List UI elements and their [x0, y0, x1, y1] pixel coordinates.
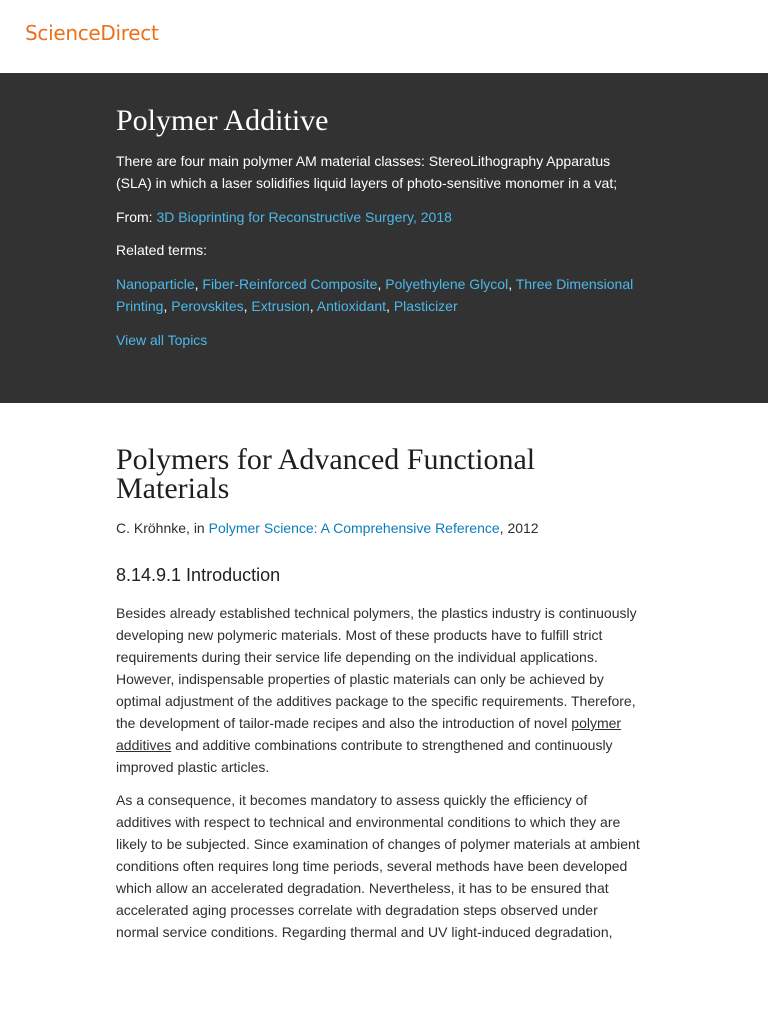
topic-summary-panel	[0, 73, 768, 403]
article-source-link[interactable]: Polymer Science: A Comprehensive Reference	[208, 520, 500, 536]
article-year: , 2012	[499, 520, 539, 536]
article-section	[0, 403, 642, 943]
article-byline: C. Kröhnke, in Polymer Science: A Comprehensive Reference, 2012	[116, 520, 539, 536]
from-label: From:	[116, 209, 153, 225]
sciencedirect-logo[interactable]: ScienceDirect	[25, 21, 159, 45]
related-term-link[interactable]: Extrusion	[251, 298, 310, 314]
related-term-link[interactable]: Antioxidant	[316, 298, 387, 314]
related-terms-list: Nanoparticle, Fiber-Reinforced Composite, Polyethylene Glycol, Three Dimensional Printing, Perovskites, Extrusion, Antioxidant, Plasticizer	[116, 276, 634, 314]
article-paragraph: Besides already established technical polymers, the plastics industry is continuously developing new polymeric materials. Most of these products have to fulfill strict requirements during their service life depending on the individual applications. However, indispensable properties of plastic materials can only be achieved by optimal adjustment of the additives package to the specific requirements. Therefore, the development of tailor-made recipes and also the introduction of novel polymer additives and additive combinations contribute to strengthened and continuously improved plastic articles.	[116, 605, 637, 775]
related-term-link[interactable]: Fiber-Reinforced Composite	[202, 276, 378, 292]
article-author: C. Kröhnke	[116, 520, 187, 536]
article-paragraph: As a consequence, it becomes mandatory to assess quickly the efficiency of additives with respect to technical and environmental conditions to which they are likely to be subjected. Since examination of changes of polymer materials at ambient conditions often requires long time periods, several methods have been developed which allow an accelerated degradation. Nevertheless, it has to be ensured that accelerated aging processes correlate with degradation steps observed under normal service conditions. Regarding thermal and UV light-induced degradation,	[116, 792, 640, 940]
top-bar	[0, 0, 768, 73]
topic-source	[116, 206, 768, 228]
topic-description: There are four main polymer AM material classes: StereoLithography Apparatus (SLA) in which a laser solidifies liquid layers of photo-sensitive monomer in a vat;	[116, 153, 618, 191]
related-term-link[interactable]: Three Dimensional Printing	[116, 276, 634, 314]
topic-title: Polymer Additive	[116, 104, 329, 137]
topic-source-link[interactable]: 3D Bioprinting for Reconstructive Surgery, 2018	[156, 209, 452, 225]
article-title: Polymers for Advanced Functional Materials	[116, 443, 536, 505]
related-term-link[interactable]: Perovskites	[171, 298, 244, 314]
related-terms-label: Related terms:	[116, 242, 208, 258]
polymer-additives-link[interactable]: polymer additives	[116, 715, 622, 753]
related-term-link[interactable]: Nanoparticle	[116, 276, 195, 292]
related-term-link[interactable]: Plasticizer	[393, 298, 458, 314]
view-all-topics-link[interactable]: View all Topics	[116, 332, 208, 348]
related-term-link[interactable]: Polyethylene Glycol	[385, 276, 509, 292]
section-heading: 8.14.9.1 Introduction	[116, 565, 281, 585]
